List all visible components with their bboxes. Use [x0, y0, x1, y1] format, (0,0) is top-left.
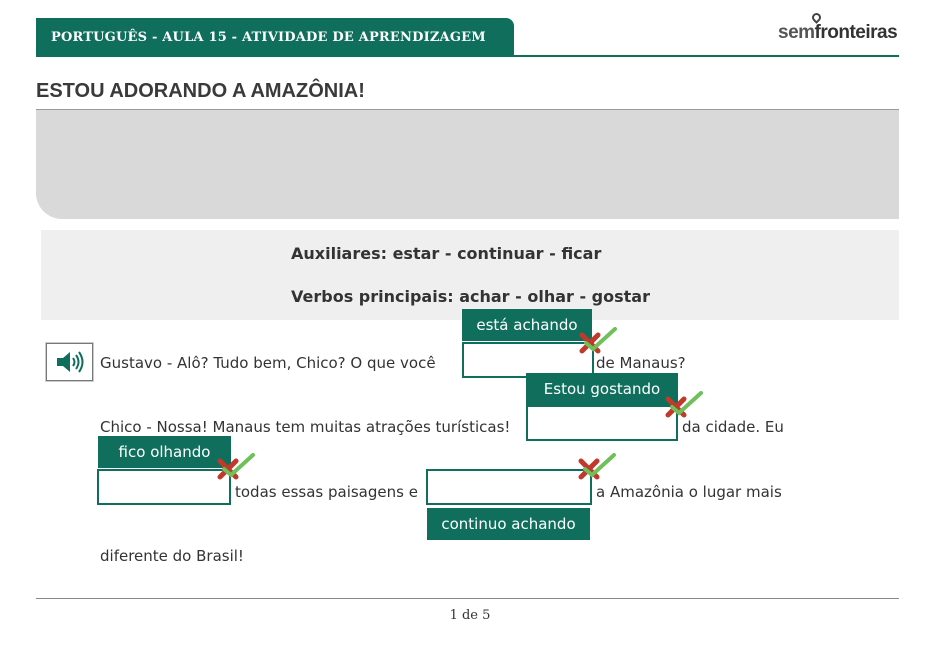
answer-input-4[interactable] [426, 469, 592, 505]
speaker-icon [55, 351, 85, 373]
correct-answer-1: está achando [462, 309, 592, 341]
main-verbs: Verbos principais: achar - olhar - gostar [291, 287, 650, 306]
correct-answer-2: Estou gostando [526, 373, 678, 405]
dialogue-line3-middle: todas essas paisagens e [235, 483, 418, 501]
correct-answer-3: fico olhando [98, 436, 231, 468]
feedback-mark-1 [578, 327, 618, 357]
brand-part1: sem [778, 22, 815, 43]
dialogue-line3-end: a Amazônia o lugar mais [596, 483, 782, 501]
check-mark-icon [577, 453, 617, 483]
correct-answer-4: continuo achando [427, 508, 590, 540]
lesson-header: PORTUGUÊS - AULA 15 - ATIVIDADE DE APRENDIZAGEM [36, 18, 514, 57]
answer-input-3[interactable] [97, 469, 231, 505]
check-mark-icon [664, 391, 704, 421]
auxiliary-verbs: Auxiliares: estar - continuar - ficar [291, 244, 602, 263]
check-mark-icon [216, 453, 256, 483]
dialogue-line1-start: Gustavo - Alô? Tudo bem, Chico? O que você [100, 354, 436, 372]
dialogue-line2-end: da cidade. Eu [682, 418, 784, 436]
feedback-mark-3 [216, 453, 256, 483]
feedback-mark-2 [664, 391, 704, 421]
check-mark-icon [578, 327, 618, 357]
dialogue-line1-end: de Manaus? [596, 354, 686, 372]
header-divider [36, 55, 899, 57]
brand-logo [778, 22, 897, 44]
brand-part2: fronteiras [814, 22, 898, 43]
audio-play-button[interactable] [46, 343, 93, 381]
dialogue-line4: diferente do Brasil! [100, 547, 244, 565]
page-title: ESTOU ADORANDO A AMAZÔNIA! [36, 80, 365, 102]
answer-input-2[interactable] [526, 405, 678, 441]
footer-divider [36, 598, 899, 599]
page-number: 1 de 5 [449, 608, 491, 623]
instructions-box [36, 110, 899, 219]
feedback-mark-4 [577, 453, 617, 483]
dialogue-line2-start: Chico - Nossa! Manaus tem muitas atrações turísticas! [100, 418, 511, 436]
